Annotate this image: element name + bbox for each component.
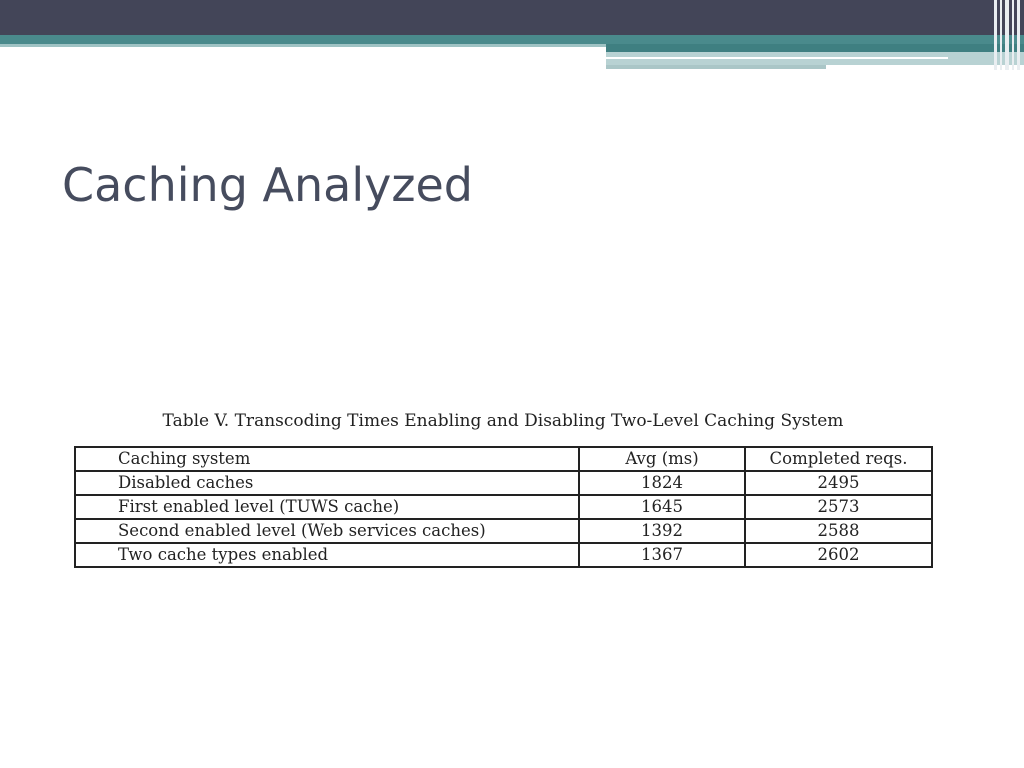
table-row [75,471,932,495]
table-row [75,495,932,519]
slide-title: Caching Analyzed [62,158,473,212]
results-table [74,446,933,568]
banner-stripes [992,0,1024,70]
cell-completed: 2573 [745,495,932,519]
cell-completed: 2495 [745,471,932,495]
column-header-caching-system: Caching system [75,447,579,471]
cell-caching-system: Second enabled level (Web services caches) [75,519,579,543]
table-caption: Table V. Transcoding Times Enabling and Disabling Two-Level Caching System [162,411,844,431]
table-row [75,543,932,567]
banner-teal-accent-left [0,44,606,47]
column-header-avg: Avg (ms) [579,447,745,471]
banner-white-line [606,57,948,59]
banner-teal-band [0,35,1024,44]
cell-avg: 1824 [579,471,745,495]
cell-avg: 1645 [579,495,745,519]
cell-completed: 2602 [745,543,932,567]
cell-avg: 1392 [579,519,745,543]
cell-caching-system: Disabled caches [75,471,579,495]
banner-teal-accent-right [606,44,1024,52]
cell-caching-system: First enabled level (TUWS cache) [75,495,579,519]
column-header-completed: Completed reqs. [745,447,932,471]
cell-avg: 1367 [579,543,745,567]
cell-caching-system: Two cache types enabled [75,543,579,567]
banner-light-thin [606,65,826,69]
cell-completed: 2588 [745,519,932,543]
table-row [75,519,932,543]
banner-dark-band [0,0,1024,35]
table-header-row [75,447,932,471]
